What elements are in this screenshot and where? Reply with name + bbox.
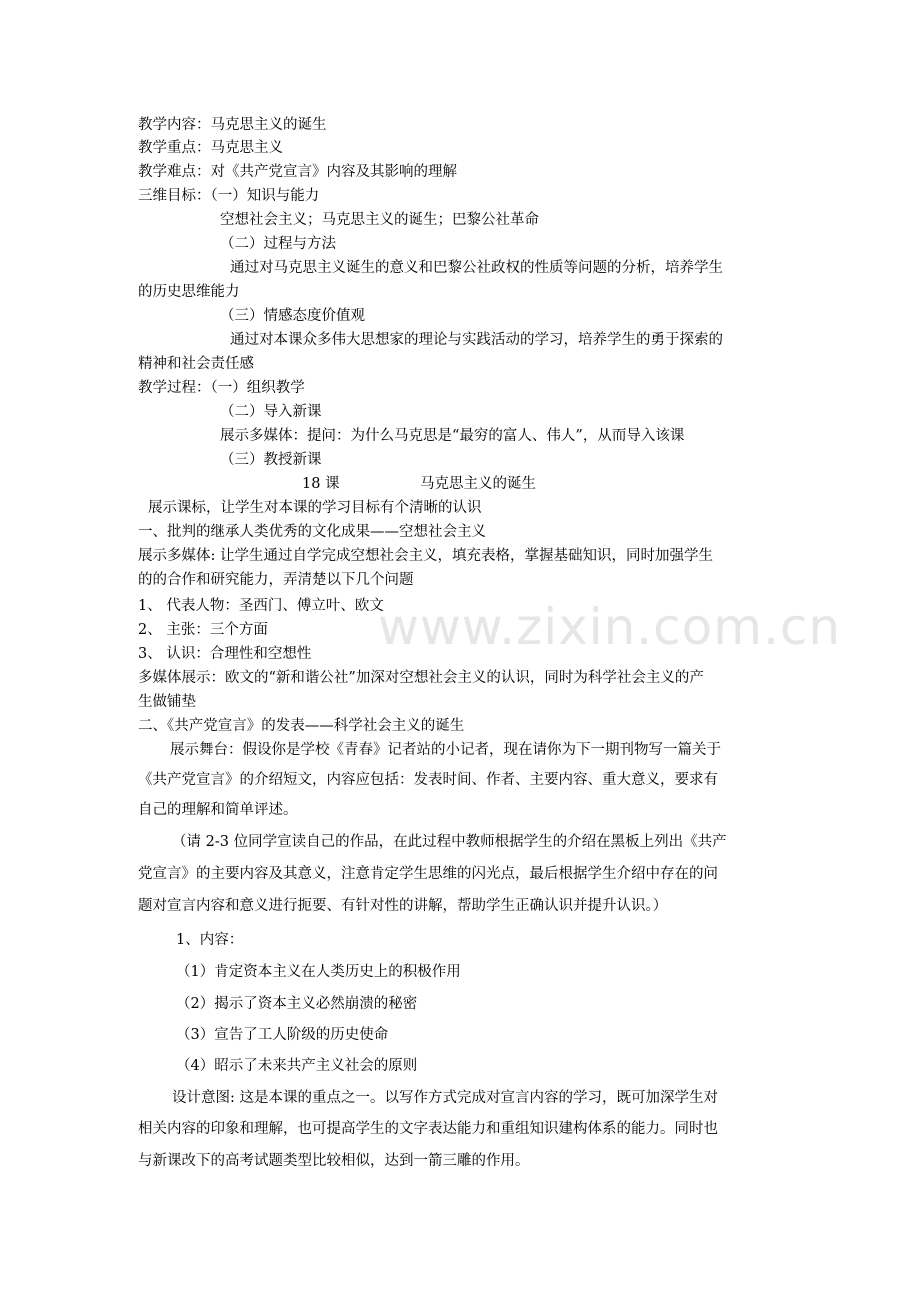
text-line: 自己的理解和简单评述。 [138, 802, 298, 818]
text-line: 的的合作和研究能力，弄清楚以下几个问题 [138, 572, 414, 588]
text-line: 与新课改下的高考试题类型比较相似，达到一箭三雕的作用。 [138, 1153, 530, 1169]
text-line: 展示多媒体：提问：为什么马克思是“最穷的富人、伟人”，从而导入该课 [220, 428, 685, 444]
list-item: 1、 代表人物：圣西门、傅立叶、欧文 [138, 598, 384, 614]
text-line: 设计意图: 这是本课的重点之一。以写作方式完成对宣言内容的学习，既可加深学生对 [172, 1090, 718, 1106]
text-line: 相关内容的印象和理解，也可提高学生的文字表达能力和重组知识建构体系的能力。同时也 [138, 1121, 718, 1137]
text-line: 三维目标：（一）知识与能力 [138, 188, 320, 204]
text-line: 通过对本课众多伟大思想家的理论与实践活动的学习，培养学生的勇于探索的 [230, 332, 723, 348]
watermark: www.zixin.com.cn [378, 598, 842, 656]
text-line: 教学重点：马克思主义 [138, 140, 283, 156]
list-heading: 1、内容： [176, 932, 244, 948]
lesson-number: 18 课 [302, 476, 340, 492]
text-line: 教学内容：马克思主义的诞生 [138, 117, 327, 133]
text-line: 题对宣言内容和意义进行扼要、有针对性的讲解，帮助学生正确认识并提升认识。） [138, 898, 668, 914]
text-line: 精神和社会责任感 [138, 356, 254, 372]
lesson-title: 马克思主义的诞生 [420, 476, 536, 492]
text-line: （三）教授新课 [220, 452, 322, 468]
text-line: （二）导入新课 [220, 404, 322, 420]
section-heading: 二、《共产党宣言》的发表——科学社会主义的诞生 [138, 718, 465, 734]
text-line: 的历史思维能力 [138, 284, 240, 300]
text-line: 生做铺垫 [138, 694, 196, 710]
list-item: （1）肯定资本主义在人类历史上的积极作用 [176, 964, 461, 980]
text-line: 通过对马克思主义诞生的意义和巴黎公社政权的性质等问题的分析，培养学生 [230, 260, 723, 276]
text-line: 展示课标，让学生对本课的学习目标有个清晰的认识 [148, 500, 482, 516]
text-line: 展示舞台：假设你是学校《青春》记者站的小记者，现在请你为下一期刊物写一篇关于 [170, 742, 721, 758]
text-line: （三）情感态度价值观 [220, 308, 365, 324]
text-line: 党宣言》的主要内容及其意义，注意肯定学生思维的闪光点，最后根据学生介绍中存在的问 [138, 866, 718, 882]
section-heading: 一、批判的继承人类优秀的文化成果——空想社会主义 [138, 524, 486, 540]
list-item: （4）昭示了未来共产主义社会的原则 [176, 1058, 418, 1074]
text-line: （请 2-3 位同学宣读自己的作品，在此过程中教师根据学生的介绍在黑板上列出《共产 [172, 834, 727, 850]
text-line: （二）过程与方法 [220, 236, 336, 252]
text-line: 教学难点：对《共产党宣言》内容及其影响的理解 [138, 164, 457, 180]
list-item: （3）宣告了工人阶级的历史使命 [176, 1027, 389, 1043]
text-line: 多媒体展示：欧文的“新和谐公社”加深对空想社会主义的认识，同时为科学社会主义的产 [138, 670, 704, 686]
text-line: 教学过程：（一）组织教学 [138, 380, 305, 396]
text-line: 《共产党宣言》的介绍短文，内容应包括：发表时间、作者、主要内容、重大意义，要求有 [138, 772, 718, 788]
list-item: 3、 认识：合理性和空想性 [138, 646, 312, 662]
list-item: 2、 主张：三个方面 [138, 622, 268, 638]
text-line: 空想社会主义；马克思主义的诞生；巴黎公社革命 [220, 212, 539, 228]
text-line: 展示多媒体: 让学生通过自学完成空想社会主义，填充表格，掌握基础知识，同时加强学生 [138, 548, 713, 564]
list-item: （2）揭示了资本主义必然崩溃的秘密 [176, 996, 418, 1012]
